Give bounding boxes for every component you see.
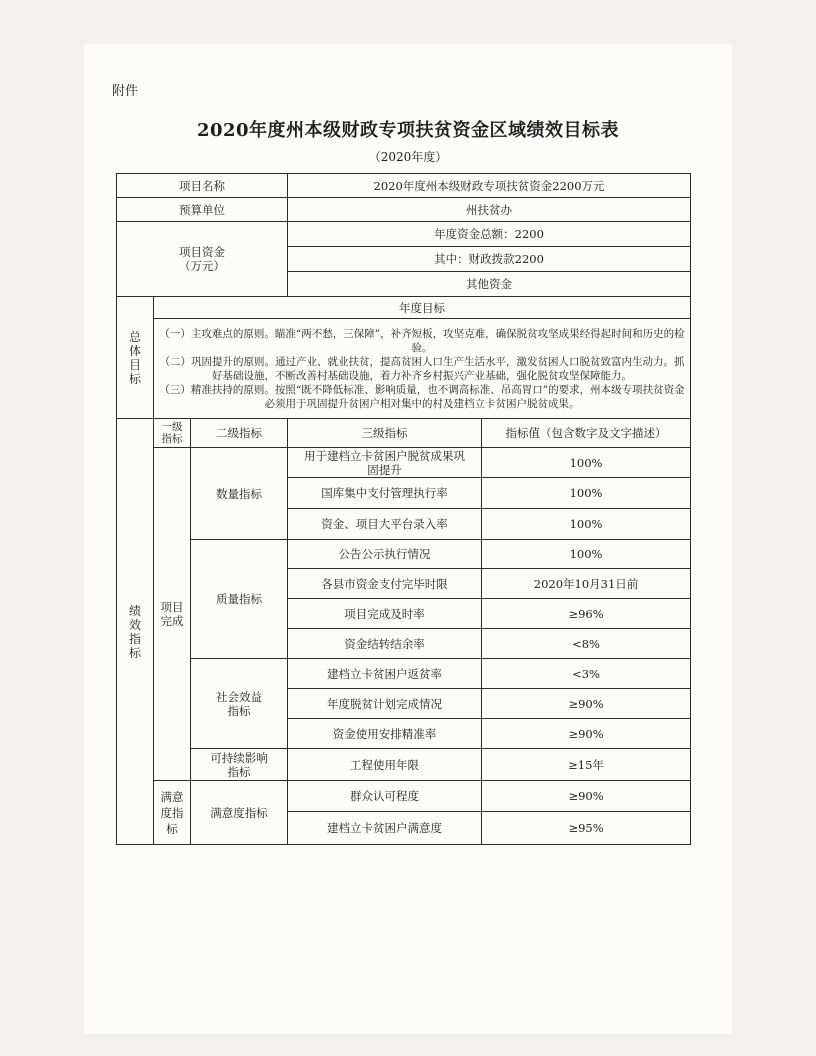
indicator-value: ≥90%	[482, 689, 691, 719]
document-title: 2020年度州本级财政专项扶贫资金区域绩效目标表	[196, 120, 620, 141]
level1-header-line1: 一级	[161, 421, 183, 433]
overall-goal-char: 标	[128, 371, 141, 386]
table-row	[117, 659, 691, 689]
table-row	[117, 448, 691, 478]
level3-name-line1: 用于建档立卡贫困户脱贫成果巩	[304, 448, 466, 463]
level1-header	[154, 419, 191, 448]
indicator-value: 100%	[482, 540, 691, 569]
overall-goal-char: 目	[128, 357, 141, 372]
level3-header: 三级指标	[288, 419, 482, 448]
completion-line2: 完成	[160, 614, 184, 628]
project-fund-label-line2: （万元）	[179, 259, 226, 273]
budget-unit-label: 预算单位	[117, 198, 288, 222]
satisfaction-char: 标	[166, 821, 178, 836]
indicator-value: ≥90%	[482, 781, 691, 812]
goal-item-3: （三）精准扶持的原则。按照“既不降低标准、影响质量，也不调高标准、吊高胃口”的要求，州本级专项扶贫资金必须用于巩固提升贫困户相对集中的村及建档立卡贫困户脱贫成果。	[159, 383, 685, 410]
project-fund-label-line1: 项目资金	[179, 245, 226, 259]
value-header: 指标值（包含数字及文字描述）	[482, 419, 691, 448]
level3-name: 资金结转结余率	[288, 629, 482, 659]
fund-other-value: 其他资金	[288, 272, 691, 297]
satisfaction-indicator-label: 满意度指标	[191, 781, 288, 845]
level2-header: 二级指标	[191, 419, 288, 448]
quality-indicator-label: 质量指标	[191, 540, 288, 659]
attachment-label: 附件	[112, 84, 139, 99]
level3-name: 资金、项目大平台录入率	[288, 509, 482, 540]
goal-item-2: （二）巩固提升的原则。通过产业、就业扶贫，提高贫困人口生产生活水平，激发贫困人口脱贫致富内生动力。抓好基础设施，不断改善村基础设施，着力补齐乡村振兴产业基础，强化脱贫攻坚保障能力。	[159, 355, 685, 382]
project-name-row	[117, 174, 691, 198]
level3-name: 资金使用安排精准率	[288, 719, 482, 749]
project-fund-label	[117, 222, 288, 297]
year-note: （2020年度）	[368, 150, 448, 164]
social-label-line1: 社会效益	[216, 689, 263, 704]
fund-total-value: 年度资金总额：2200	[288, 222, 691, 247]
indicator-char: 标	[128, 645, 141, 660]
level3-name: 国库集中支付管理执行率	[288, 478, 482, 509]
indicator-value: 100%	[482, 509, 691, 540]
table-row	[117, 540, 691, 569]
indicator-value: 2020年10月31日前	[482, 569, 691, 599]
indicator-header-row	[117, 419, 691, 448]
indicator-value: ≥96%	[482, 599, 691, 629]
overall-goal-char: 体	[128, 343, 141, 358]
sustain-label-line2: 指标	[227, 764, 251, 779]
level3-name: 建档立卡贫困户返贫率	[288, 659, 482, 689]
level3-name	[288, 448, 482, 478]
indicator-char: 指	[128, 631, 141, 646]
table-row	[117, 749, 691, 781]
level3-name: 项目完成及时率	[288, 599, 482, 629]
level1-header-line2: 指标	[161, 433, 183, 445]
indicator-char: 效	[128, 617, 141, 632]
indicator-value: <8%	[482, 629, 691, 659]
overall-goal-char: 总	[128, 329, 141, 344]
social-label-line2: 指标	[227, 703, 251, 718]
indicator-value: <3%	[482, 659, 691, 689]
indicator-char: 绩	[128, 603, 141, 618]
fund-total-row	[117, 222, 691, 247]
performance-indicator-label	[117, 419, 154, 845]
level3-name: 群众认可程度	[288, 781, 482, 812]
annual-goal-header-row	[117, 297, 691, 319]
level3-name: 各县市资金支付完毕时限	[288, 569, 482, 599]
fund-finance-value: 其中：财政拨款2200	[288, 247, 691, 272]
level3-name: 工程使用年限	[288, 749, 482, 781]
project-name-label: 项目名称	[117, 174, 288, 198]
level3-name: 年度脱贫计划完成情况	[288, 689, 482, 719]
satisfaction-char: 满意	[160, 789, 184, 804]
quantity-indicator-label: 数量指标	[191, 448, 288, 540]
performance-target-table	[116, 173, 691, 845]
project-name-value: 2020年度州本级财政专项扶贫资金2200万元	[288, 174, 691, 198]
budget-unit-row	[117, 198, 691, 222]
indicator-value: ≥90%	[482, 719, 691, 749]
indicator-value: 100%	[482, 478, 691, 509]
level3-name-line2: 固提升	[367, 462, 402, 477]
satisfaction-char: 度指	[160, 805, 184, 820]
social-indicator-label	[191, 659, 288, 749]
goal-item-1: （一）主攻难点的原则。瞄准“两不愁，三保障”，补齐短板，攻坚克难，确保脱贫攻坚成果经得起时间和历史的检验。	[159, 327, 685, 354]
annual-goal-content	[154, 319, 691, 419]
project-completion-label	[154, 448, 191, 781]
indicator-value: ≥95%	[482, 812, 691, 845]
budget-unit-value: 州扶贫办	[288, 198, 691, 222]
indicator-value: ≥15年	[482, 749, 691, 781]
sustain-label-line1: 可持续影响	[210, 750, 268, 765]
level3-name: 公告公示执行情况	[288, 540, 482, 569]
satisfaction-level1-label	[154, 781, 191, 845]
level3-name: 建档立卡贫困户满意度	[288, 812, 482, 845]
annual-goal-content-row	[117, 319, 691, 419]
overall-goal-label	[117, 297, 154, 419]
completion-line1: 项目	[160, 600, 184, 614]
annual-goal-header: 年度目标	[154, 297, 691, 319]
table-row	[117, 781, 691, 812]
sustain-indicator-label	[191, 749, 288, 781]
indicator-value: 100%	[482, 448, 691, 478]
